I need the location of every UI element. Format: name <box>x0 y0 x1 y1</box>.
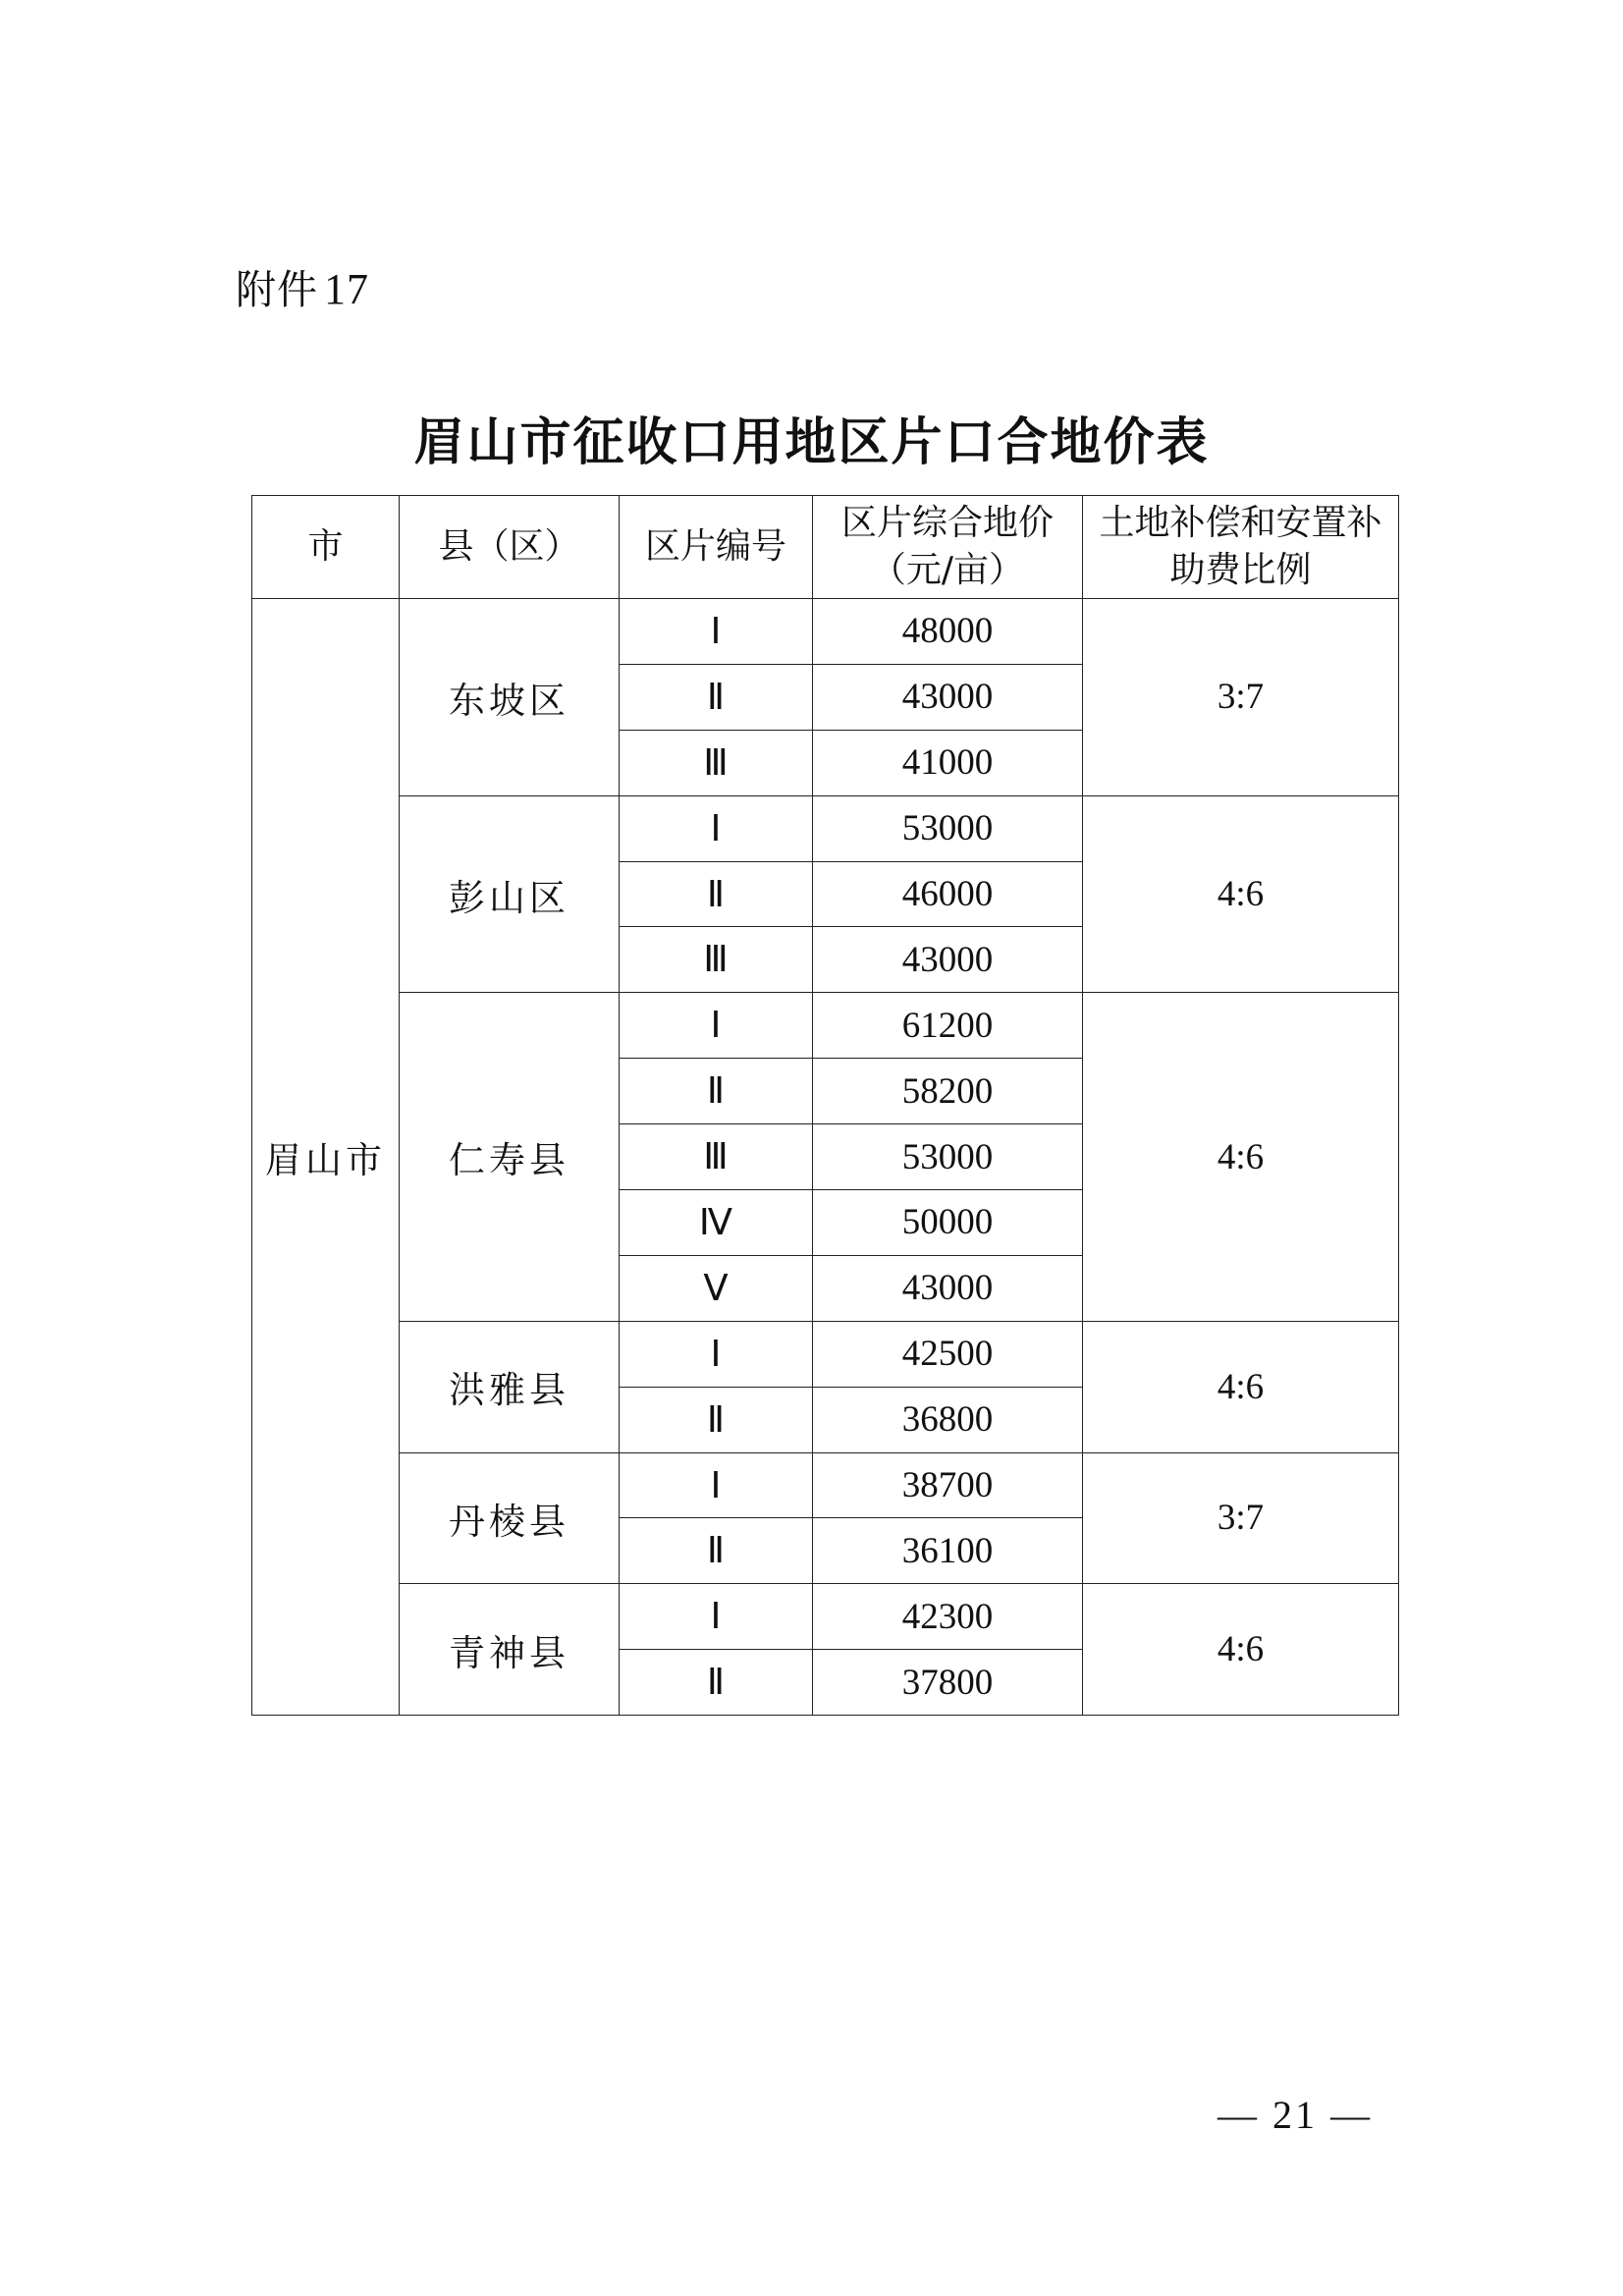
ratio-cell: 4:6 <box>1083 993 1399 1321</box>
price-cell: 43000 <box>813 664 1083 730</box>
price-cell: 43000 <box>813 927 1083 993</box>
zone-code-cell: Ⅰ <box>620 795 813 861</box>
header-price-line2: （元/亩） <box>870 550 1025 590</box>
zone-code-cell: Ⅲ <box>620 927 813 993</box>
price-cell: 53000 <box>813 795 1083 861</box>
attachment-label <box>236 257 369 315</box>
zone-code-cell: Ⅱ <box>620 1387 813 1452</box>
ratio-cell: 3:7 <box>1083 1452 1399 1584</box>
header-county: 县（区） <box>400 496 620 599</box>
price-cell: 43000 <box>813 1255 1083 1321</box>
price-cell: 48000 <box>813 599 1083 665</box>
header-ratio <box>1083 496 1399 599</box>
price-cell: 41000 <box>813 730 1083 795</box>
table-row <box>252 599 1399 665</box>
attachment-text: 附件 <box>236 266 318 313</box>
attachment-number: 17 <box>324 265 369 313</box>
county-cell: 仁寿县 <box>400 993 620 1321</box>
page-number: — 21 — <box>1217 2093 1373 2137</box>
zone-code-cell: Ⅰ <box>620 1584 813 1650</box>
price-cell: 42500 <box>813 1321 1083 1387</box>
ratio-cell: 3:7 <box>1083 599 1399 796</box>
zone-code-cell: Ⅰ <box>620 993 813 1059</box>
header-ratio-line2: 助费比例 <box>1169 550 1312 590</box>
ratio-cell: 4:6 <box>1083 1321 1399 1452</box>
ratio-cell: 4:6 <box>1083 795 1399 993</box>
price-cell: 38700 <box>813 1452 1083 1518</box>
zone-code-cell: Ⅱ <box>620 1650 813 1716</box>
table-row <box>252 1321 1399 1387</box>
header-price <box>813 496 1083 599</box>
zone-code-cell: Ⅰ <box>620 1321 813 1387</box>
price-cell: 58200 <box>813 1059 1083 1124</box>
county-cell: 彭山区 <box>400 795 620 993</box>
zone-code-cell: Ⅱ <box>620 861 813 927</box>
header-price-line1: 区片综合地价 <box>840 503 1054 543</box>
document-title: 眉山市征收口用地区片口合地价表 <box>413 413 1210 472</box>
table-row <box>252 1452 1399 1518</box>
zone-code-cell: Ⅱ <box>620 664 813 730</box>
header-ratio-line1: 土地补偿和安置补 <box>1099 503 1382 543</box>
zone-code-cell: Ⅱ <box>620 1059 813 1124</box>
zone-code-cell: Ⅲ <box>620 730 813 795</box>
county-cell: 丹棱县 <box>400 1452 620 1584</box>
table-row <box>252 795 1399 861</box>
city-cell: 眉山市 <box>252 599 400 1716</box>
price-cell: 53000 <box>813 1124 1083 1190</box>
zone-code-cell: Ⅰ <box>620 1452 813 1518</box>
land-price-table <box>251 495 1399 1716</box>
table-row <box>252 993 1399 1059</box>
table-header-row <box>252 496 1399 599</box>
price-cell: 61200 <box>813 993 1083 1059</box>
header-zone-code: 区片编号 <box>620 496 813 599</box>
price-cell: 50000 <box>813 1190 1083 1256</box>
zone-code-cell: Ⅴ <box>620 1255 813 1321</box>
zone-code-cell: Ⅱ <box>620 1518 813 1584</box>
header-city: 市 <box>252 496 400 599</box>
zone-code-cell: Ⅰ <box>620 599 813 665</box>
county-cell: 青神县 <box>400 1584 620 1716</box>
price-cell: 42300 <box>813 1584 1083 1650</box>
zone-code-cell: Ⅲ <box>620 1124 813 1190</box>
price-cell: 36100 <box>813 1518 1083 1584</box>
ratio-cell: 4:6 <box>1083 1584 1399 1716</box>
county-cell: 东坡区 <box>400 599 620 796</box>
table-row <box>252 1584 1399 1650</box>
price-cell: 36800 <box>813 1387 1083 1452</box>
county-cell: 洪雅县 <box>400 1321 620 1452</box>
price-cell: 37800 <box>813 1650 1083 1716</box>
zone-code-cell: Ⅳ <box>620 1190 813 1256</box>
price-cell: 46000 <box>813 861 1083 927</box>
